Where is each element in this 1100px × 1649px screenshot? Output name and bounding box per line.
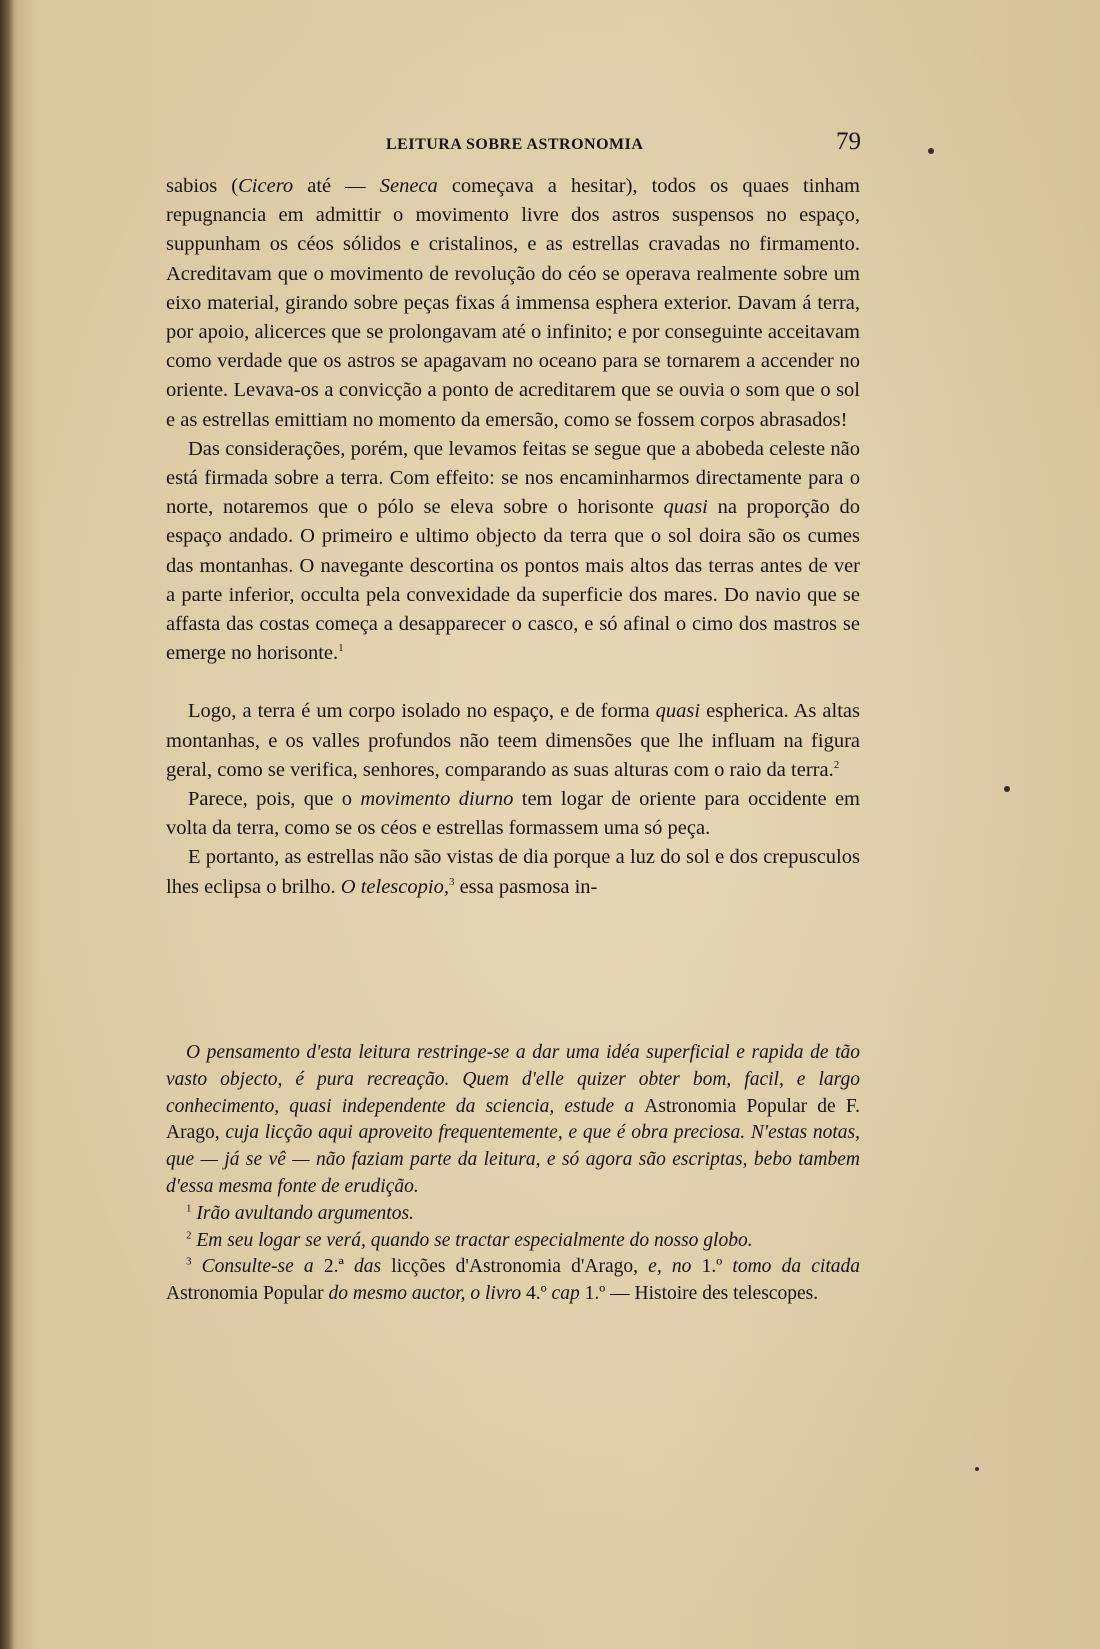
paragraph: sabios (Cicero até — Seneca começava a hesitar), todos os quaes tinham repugnancia em admittir o movimento livre dos astros suspensos no espaço, suppunham os céos sólidos e cristalinos, e as estrellas cravadas no firmamento. Acreditavam que o movimento de revolução do céo se operava realmente sobre um eixo material, girando sobre peças fixas á immensa esphera exterior. Davam á terra, por apoio, alicerces que se prolongavam até o infinito; e por conseguinte acceitavam como verdade que os astros se apagavam no oceano para se tornarem a accender no oriente. Levava-os a convicção a ponto de acreditarem que se ouvia o som que o sol e as estrellas emittiam no momento da emersão, como se fossem corpos abrasados! bbox=[166, 175, 860, 431]
page-number: 79 bbox=[836, 128, 861, 155]
footnote-ref: 3 bbox=[448, 875, 455, 888]
footnote-2: $^2$ Em seu logar se verá, quando se tractar especialmente do nosso globo. bbox=[186, 1229, 753, 1251]
page-header bbox=[166, 128, 866, 164]
main-text bbox=[166, 172, 860, 902]
ink-speck bbox=[1004, 786, 1010, 792]
ink-speck bbox=[975, 1467, 979, 1471]
ink-speck bbox=[928, 148, 934, 154]
running-title: LEITURA SOBRE ASTRONOMIA bbox=[386, 136, 644, 153]
footnote-3: $^3$ Consulte-se a 2.ª das licções d'Astronomia d'Arago, e, no 1.º tomo da citada Astronomia Popular do mesmo auctor, o livro 4.º cap 1.º — Histoire des telescopes. bbox=[166, 1255, 860, 1305]
footnote-1: $^1$ Irão avultando argumentos. bbox=[186, 1202, 414, 1224]
footnote-ref: 1 bbox=[338, 642, 344, 655]
note-intro: O pensamento d'esta leitura restringe-se a dar uma idéa superficial e rapida de tão vasto objecto, é pura recreação. Quem d'elle quizer obter bom, facil, e largo conhecimento, quasi independente da sciencia, estude a Astronomia Popular de F. Arago, cuja licção aqui aproveito frequentemente, e que é obra preciosa. N'estas notas, que — já se vê — não faziam parte da leitura, e só agora são escriptas, bebo tambem d'essa mesma fonte de erudição. bbox=[166, 1042, 860, 1197]
book-spine-shadow bbox=[0, 0, 14, 1649]
paragraph: Logo, a terra é um corpo isolado no espaço, e de forma quasi espherica. As altas montanhas, e os valles profundos não teem dimensões que lhe influam na figura geral, como se verifica, senhores, comparando as suas alturas com o raio da terra.$^2$ bbox=[166, 700, 860, 781]
paragraph: E portanto, as estrellas não são vistas de dia porque a luz do sol e dos crepusculos lhes eclipsa o brilho. O telescopio,$^3$ essa pasmosa in- bbox=[166, 846, 860, 898]
paragraph: Das considerações, porém, que levamos feitas se segue que a abobeda celeste não está firmada sobre a terra. Com effeito: se nos encaminharmos directamente para o norte, notaremos que o pólo se eleva sobre o horisonte quasi na proporção do espaço andado. O primeiro e ultimo objecto da terra que o sol doira são os cumes das montanhas. O navegante descortina os pontos mais altos das terras antes de ver a parte inferior, occulta pela convexidade da superficie dos mares. Do navio que se affasta das costas começa a desapparecer o casco, e só afinal o cimo dos mastros se emerge no horisonte.$^1$ bbox=[166, 437, 860, 665]
footnotes bbox=[166, 1040, 860, 1308]
paragraph: Parece, pois, que o movimento diurno tem logar de oriente para occidente em volta da terra, como se os céos e estrellas formassem uma só peça. bbox=[166, 788, 860, 840]
footnote-ref: 2 bbox=[833, 759, 840, 772]
